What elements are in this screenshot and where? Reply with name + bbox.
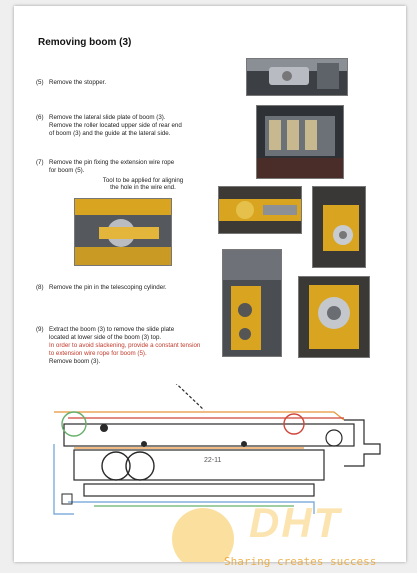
photo-slide-plate <box>256 105 344 179</box>
step-text: for boom (5). <box>49 167 85 174</box>
warning-text: In order to avoid slackening, provide a constant tension <box>49 342 201 349</box>
warning-text: to extension wire rope for boom (5). <box>49 350 147 357</box>
step-text: Remove the stopper. <box>49 79 107 86</box>
photo-telescoping-cylinder-left <box>222 249 282 357</box>
step-text: Remove boom (3). <box>49 358 101 365</box>
step-9 <box>36 326 200 366</box>
step-text: Remove the pin in the telescoping cylinder. <box>49 284 167 291</box>
step-number: (6) <box>36 114 44 121</box>
step-text: Extract the boom (3) to remove the slide plate <box>49 326 175 333</box>
photo-wire-pin <box>74 198 172 266</box>
step-number: (9) <box>36 326 44 333</box>
step-text: Remove the pin fixing the extension wire rope <box>49 159 175 166</box>
step-number: (5) <box>36 79 44 86</box>
step-5 <box>36 79 106 87</box>
watermark-logo: DHT <box>249 499 342 546</box>
photo-pin-closeup <box>312 186 366 268</box>
photo-extension-wire <box>218 186 302 234</box>
step-text: located at lower side of the boom (3) top. <box>49 334 162 341</box>
step-7 <box>36 159 174 175</box>
sheave-group <box>62 412 342 504</box>
step-number: (8) <box>36 284 44 291</box>
step-8 <box>36 284 167 292</box>
step-6 <box>36 114 182 138</box>
step-number: (7) <box>36 159 44 166</box>
callout-line: the hole in the wire end. <box>110 184 176 191</box>
photo-stopper <box>246 58 348 96</box>
page-number: 22-11 <box>204 457 222 464</box>
callout-line: Tool to be applied for aligning <box>102 177 184 184</box>
step-text: Remove the lateral slide plate of boom (3). <box>49 114 166 121</box>
watermark-badge <box>172 508 234 562</box>
page-title: Removing boom (3) <box>38 37 132 48</box>
photo-telescoping-cylinder-right <box>298 276 370 358</box>
tool-callout <box>88 177 198 191</box>
manual-page <box>14 6 406 562</box>
step-text: Remove the roller located upper side of rear end <box>49 122 182 129</box>
watermark-slogan: Sharing creates success <box>224 555 377 568</box>
step-text: of boom (3) and the guide at the lateral side. <box>49 130 171 137</box>
